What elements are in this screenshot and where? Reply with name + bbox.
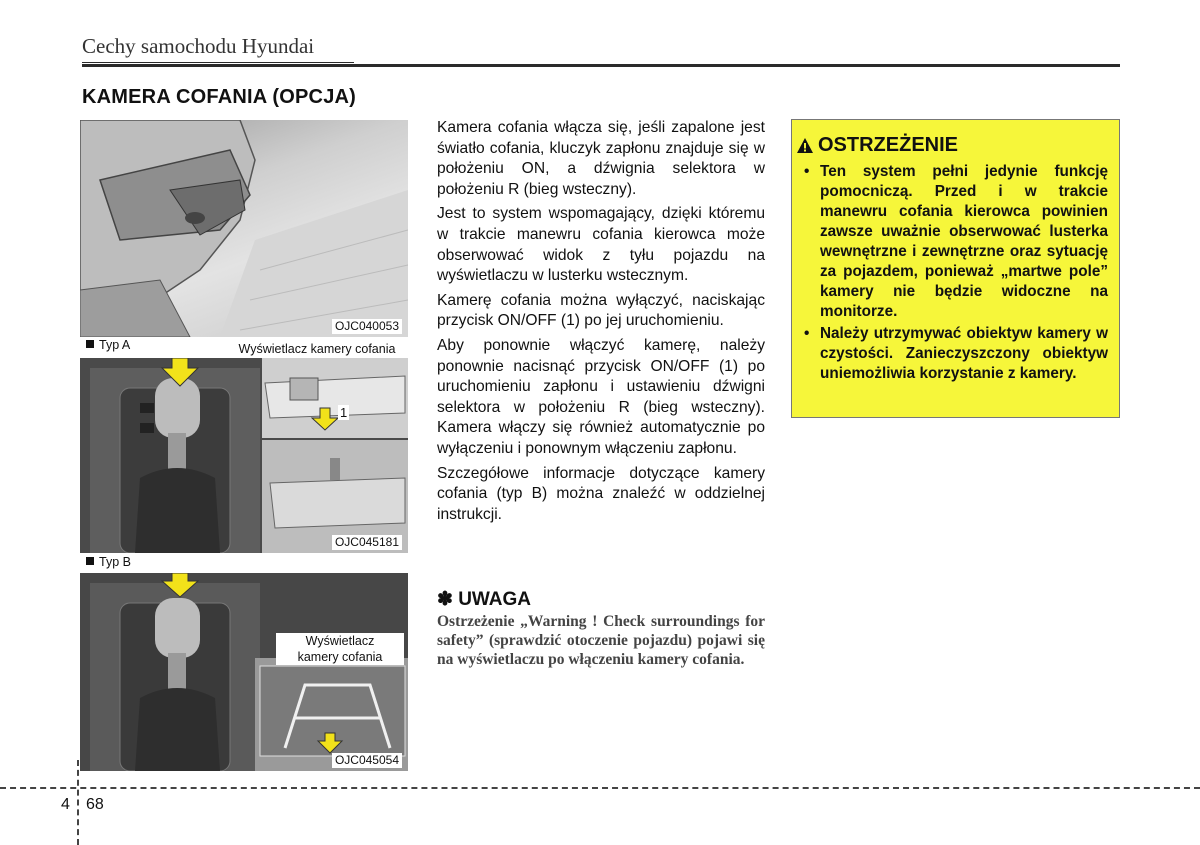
display-label-line: Wyświetlacz bbox=[305, 634, 375, 648]
page-number: 68 bbox=[86, 796, 104, 813]
warning-item bbox=[804, 162, 1108, 322]
square-bullet-icon bbox=[86, 557, 94, 565]
warning-item-text: Ten system pełni jedynie funkcję pomocniczą. Przed i w trakcie manewru cofania kierowca powinien zawsze uważnie obserwować lusterka wewnętrzne i zewnętrzne oraz sytuację za pojazdem, ponieważ „martwe pole” kamery nie będzie widoczne na monitorze. bbox=[820, 163, 1108, 320]
paragraph: Aby ponownie włączyć kamerę, należy ponownie nacisnąć przycisk ON/OFF (1) po uruchomieniu zapłonu i ustawieniu dźwigni selektora w położeniu R (bieg wsteczny). Kamera włączy się również automatycznie po wyłączeniu i ponownym włączeniu zapłonu. bbox=[437, 336, 765, 457]
bullet-icon: • bbox=[804, 163, 810, 180]
page-header-title: Cechy samochodu Hyundai bbox=[82, 34, 315, 58]
figure-code: OJC045054 bbox=[332, 753, 402, 768]
figure-type-b bbox=[80, 573, 408, 771]
warning-title: OSTRZEŻENIE bbox=[818, 134, 959, 156]
figure-code: OJC045181 bbox=[332, 535, 402, 550]
type-b-text: Typ B bbox=[99, 555, 131, 569]
paragraph: Jest to system wspomagający, dzięki któremu w trakcie manewru cofania kierowca może obserwować widok z tyłu pojazdu na wyświetlaczu w lusterku wstecznym. bbox=[437, 205, 765, 285]
figure-code: OJC040053 bbox=[332, 319, 402, 334]
type-a-label bbox=[80, 337, 136, 354]
display-label-line: kamery cofania bbox=[297, 650, 383, 664]
note-text: Ostrzeżenie „Warning ! Check surroundings for safety” (sprawdzić otoczenie pojazdu) pojawi się na wyświetlaczu po włączeniu kamery cofania. bbox=[437, 613, 765, 668]
section-title: KAMERA COFANIA (OPCJA) bbox=[82, 86, 357, 108]
figure-type-a bbox=[80, 358, 408, 553]
warning-item-text: Należy utrzymywać obiektyw kamery w czystości. Zanieczyszczony obiektyw uniemożliwia korzystanie z kamery. bbox=[820, 325, 1108, 382]
display-label: Wyświetlacz kamery cofania bbox=[226, 341, 408, 357]
gear-selector-display-illustration bbox=[80, 573, 408, 771]
square-bullet-icon bbox=[86, 340, 94, 348]
paragraph: Szczegółowe informacje dotyczące kamery cofania (typ B) można znaleźć w oddzielnej instrukcji. bbox=[437, 464, 765, 523]
note-title: ✽ UWAGA bbox=[437, 589, 532, 610]
display-label bbox=[276, 633, 404, 665]
warning-triangle-icon bbox=[796, 137, 814, 154]
header-rule bbox=[82, 64, 1120, 67]
header-rule bbox=[82, 62, 354, 63]
paragraph: Kamerę cofania można wyłączyć, naciskając przycisk ON/OFF (1) po jej uruchomieniu. bbox=[437, 291, 765, 330]
body-text bbox=[437, 118, 765, 529]
paragraph: Kamera cofania włącza się, jeśli zapalone jest światło cofania, kluczyk zapłonu znajduje się w położeniu ON, a dźwignia selektora w położeniu R (bieg wsteczny). bbox=[437, 119, 765, 198]
type-a-text: Typ A bbox=[99, 338, 131, 352]
callout-number: 1 bbox=[340, 405, 348, 420]
warning-box bbox=[791, 119, 1120, 418]
footer-rule bbox=[0, 787, 1200, 789]
figure-rear-camera bbox=[80, 120, 408, 337]
gear-selector-illustration bbox=[80, 358, 408, 553]
type-b-label bbox=[80, 554, 137, 571]
car-rear-illustration bbox=[80, 120, 408, 337]
warning-item bbox=[804, 324, 1108, 384]
footer-divider bbox=[77, 760, 79, 845]
warning-list bbox=[804, 162, 1108, 386]
chapter-number: 4 bbox=[61, 796, 70, 813]
bullet-icon: • bbox=[804, 325, 810, 342]
